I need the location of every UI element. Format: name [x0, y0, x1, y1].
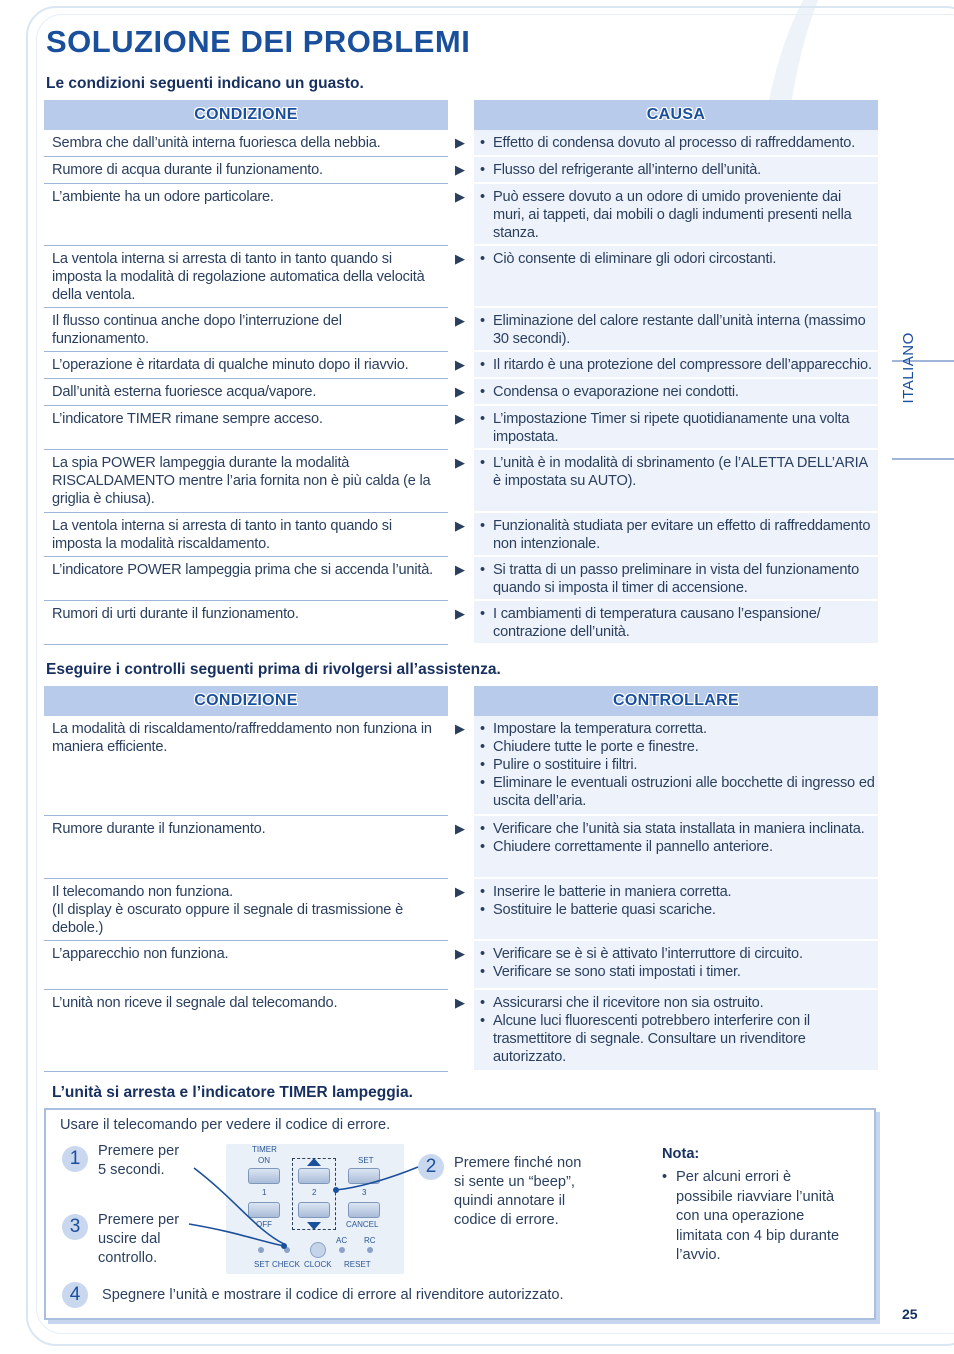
- check-item: • Impostare la temperatura corretta.: [478, 720, 876, 738]
- remote-label-timer: TIMER: [252, 1145, 277, 1154]
- cause-cell: [474, 379, 878, 406]
- header-check: CONTROLLARE: [474, 686, 878, 716]
- remote-label-1: 1: [262, 1188, 267, 1197]
- condition-cell: Rumore di acqua durante il funzionamento.: [44, 157, 448, 184]
- check-item: • Alcune luci fluorescenti potrebbero interferire con il trasmettitore di segnale. Consultare un rivenditore autorizzato.: [478, 1012, 876, 1066]
- check-item: • Verificare se è si è attivato l’interruttore di circuito.: [478, 945, 876, 963]
- check-cell: [474, 941, 878, 990]
- check-item: • Inserire le batterie in maniera corretta.: [478, 883, 876, 901]
- table-row: [44, 352, 878, 379]
- condition-cell: L’operazione è ritardata di qualche minuto dopo il riavvio.: [44, 352, 448, 379]
- cause-item: • Condensa o evaporazione nei condotti.: [478, 383, 876, 401]
- condition-cell: L’indicatore TIMER rimane sempre acceso.: [44, 406, 448, 450]
- check-cell: [474, 716, 878, 816]
- condition-cell: Rumore durante il funzionamento.: [44, 816, 448, 879]
- note-title: Nota:: [662, 1146, 700, 1162]
- check-table: [44, 686, 878, 1072]
- cause-cell: [474, 513, 878, 557]
- header-condition: CONDIZIONE: [44, 100, 448, 130]
- step-3-number: 3: [62, 1214, 88, 1240]
- table-row: [44, 990, 878, 1072]
- condition-cell: La ventola interna si arresta di tanto in tanto quando si imposta la modalità riscaldamento.: [44, 513, 448, 557]
- cause-cell: [474, 184, 878, 246]
- table-row: [44, 513, 878, 557]
- cause-cell: [474, 450, 878, 513]
- table-row: [44, 601, 878, 645]
- arrow-right-icon: ▶: [455, 518, 465, 533]
- fault-table: [44, 100, 878, 645]
- cause-item: • L’unità è in modalità di sbrinamento (e l’ALETTA DELL’ARIA è impostata su AUTO).: [478, 454, 876, 490]
- page-number: 25: [902, 1306, 918, 1322]
- cause-cell: [474, 557, 878, 601]
- table-row: [44, 406, 878, 450]
- remote-label-clock: CLOCK: [304, 1260, 332, 1269]
- remote-label-rc: RC: [364, 1236, 376, 1245]
- section3-heading: L’unità si arresta e l’indicatore TIMER lampeggia.: [52, 1084, 413, 1101]
- step-2-number: 2: [418, 1154, 444, 1180]
- pointer-dot-buttons: [333, 1187, 339, 1193]
- error-code-box: [44, 1108, 876, 1320]
- cause-item: • Effetto di condensa dovuto al processo di raffreddamento.: [478, 134, 876, 152]
- condition-cell: Sembra che dall’unità interna fuoriesca della nebbia.: [44, 130, 448, 157]
- table-row: [44, 308, 878, 352]
- arrow-right-icon: ▶: [455, 313, 465, 328]
- cause-item: • Ciò consente di eliminare gli odori circostanti.: [478, 250, 876, 268]
- check-item: • Chiudere correttamente il pannello anteriore.: [478, 838, 876, 856]
- condition-cell: La ventola interna si arresta di tanto in tanto quando si imposta la modalità di regolazione automatica della velocità della ventola.: [44, 246, 448, 308]
- condition-cell: Il flusso continua anche dopo l’interruzione del funzionamento.: [44, 308, 448, 352]
- remote-label-ac: AC: [336, 1236, 348, 1245]
- note-text: • Per alcuni errori è possibile riavviare l’unità con una operazione limitata con 4 bip durante l’avvio.: [662, 1168, 852, 1266]
- cause-item: • Può essere dovuto a un odore di umido proveniente dai muri, ai tappeti, dai mobili o dagli indumenti presenti nella stanza.: [478, 188, 876, 242]
- cause-cell: [474, 352, 878, 379]
- condition-cell: L’apparecchio non funziona.: [44, 941, 448, 990]
- arrow-right-icon: ▶: [455, 821, 465, 836]
- check-item: • Chiudere tutte le porte e finestre.: [478, 738, 876, 756]
- cause-cell: [474, 157, 878, 184]
- fault-table-header: [44, 100, 878, 130]
- condition-cell: L’ambiente ha un odore particolare.: [44, 184, 448, 246]
- condition-cell: Rumori di urti durante il funzionamento.: [44, 601, 448, 645]
- arrow-right-icon: ▶: [455, 606, 465, 621]
- page-title: SOLUZIONE DEI PROBLEMI: [46, 24, 471, 59]
- check-item: • Sostituire le batterie quasi scariche.: [478, 901, 876, 919]
- arrow-right-icon: ▶: [455, 251, 465, 266]
- language-tab: [892, 332, 954, 460]
- arrow-right-icon: ▶: [455, 455, 465, 470]
- arrow-right-icon: ▶: [455, 162, 465, 177]
- error-intro: Usare il telecomando per vedere il codice di errore.: [60, 1117, 391, 1133]
- table-row: [44, 379, 878, 406]
- arrow-right-icon: ▶: [455, 384, 465, 399]
- cause-cell: [474, 406, 878, 450]
- language-label: ITALIANO: [900, 332, 917, 404]
- step-2-text: Premere finché non si sente un “beep”, quindi annotare il codice di errore.: [454, 1155, 582, 1228]
- arrow-right-icon: ▶: [455, 721, 465, 736]
- arrow-right-icon: ▶: [455, 357, 465, 372]
- check-item: • Verificare che l’unità sia stata installata in maniera inclinata.: [478, 820, 876, 838]
- cause-item: • Il ritardo è una protezione del compressore dell’apparecchio.: [478, 356, 876, 374]
- check-item: • Pulire o sostituire i filtri.: [478, 756, 876, 774]
- check-item: • Verificare se sono stati impostati i timer.: [478, 963, 876, 981]
- table-row: [44, 941, 878, 990]
- condition-cell: Il telecomando non funziona. (Il display è oscurato oppure il segnale di trasmissione è debole.): [44, 879, 448, 941]
- arrow-right-icon: ▶: [455, 135, 465, 150]
- remote-label-reset: RESET: [344, 1260, 371, 1269]
- arrow-right-icon: ▶: [455, 411, 465, 426]
- check-item: • Eliminare le eventuali ostruzioni alle bocchette di ingresso ed uscita dell’aria.: [478, 774, 876, 810]
- pointer-line-step2: [336, 1167, 418, 1190]
- table-row: [44, 557, 878, 601]
- cause-item: • Si tratta di un passo preliminare in vista del funzionamento quando si imposta il timer di accensione.: [478, 561, 876, 597]
- header-condition: CONDIZIONE: [44, 686, 448, 716]
- cause-cell: [474, 601, 878, 645]
- step-4-number: 4: [62, 1282, 88, 1308]
- check-cell: [474, 879, 878, 941]
- table-row: [44, 816, 878, 879]
- remote-label-cancel: CANCEL: [346, 1220, 379, 1229]
- remote-label-on: ON: [258, 1156, 270, 1165]
- cause-item: • Eliminazione del calore restante dall’unità interna (massimo 30 secondi).: [478, 312, 876, 348]
- table-row: [44, 130, 878, 157]
- remote-label-3: 3: [362, 1188, 367, 1197]
- condition-cell: Dall’unità esterna fuoriesce acqua/vapore.: [44, 379, 448, 406]
- condition-cell: L’indicatore POWER lampeggia prima che si accenda l’unità.: [44, 557, 448, 601]
- condition-cell: L’unità non riceve il segnale dal telecomando.: [44, 990, 448, 1072]
- remote-label-check: CHECK: [272, 1260, 301, 1269]
- table-row: [44, 879, 878, 941]
- cause-item: • Flusso del refrigerante all’interno dell’unità.: [478, 161, 876, 179]
- step-1-number: 1: [62, 1146, 88, 1172]
- cause-cell: [474, 308, 878, 352]
- remote-label-off: OFF: [256, 1220, 272, 1229]
- arrow-right-icon: ▶: [455, 946, 465, 961]
- step-3-text: Premere per uscire dal controllo.: [98, 1212, 180, 1266]
- check-table-header: [44, 686, 878, 716]
- arrow-right-icon: ▶: [455, 995, 465, 1010]
- pointer-line-step1: [194, 1168, 284, 1244]
- condition-cell: La modalità di riscaldamento/raffreddamento non funziona in maniera efficiente.: [44, 716, 448, 816]
- table-row: [44, 184, 878, 246]
- table-row: [44, 716, 878, 816]
- section2-heading: Eseguire i controlli seguenti prima di rivolgersi all’assistenza.: [46, 661, 501, 678]
- remote-label-set-bottom: SET: [254, 1260, 270, 1269]
- cause-item: • I cambiamenti di temperatura causano l’espansione/ contrazione dell’unità.: [478, 605, 876, 641]
- table-row: [44, 450, 878, 513]
- arrow-right-icon: ▶: [455, 884, 465, 899]
- step-4-text: Spegnere l’unità e mostrare il codice di errore al rivenditore autorizzato.: [102, 1287, 564, 1303]
- cause-item: • Funzionalità studiata per evitare un effetto di raffreddamento non intenzionale.: [478, 517, 876, 553]
- remote-label-set: SET: [358, 1156, 374, 1165]
- section1-heading: Le condizioni seguenti indicano un guasto.: [46, 75, 364, 92]
- cause-cell: [474, 246, 878, 308]
- check-cell: [474, 990, 878, 1072]
- header-cause: CAUSA: [474, 100, 878, 130]
- pointer-dot-check: [281, 1243, 287, 1249]
- check-item: • Assicurarsi che il ricevitore non sia ostruito.: [478, 994, 876, 1012]
- table-row: [44, 246, 878, 308]
- step-1-text: Premere per 5 secondi.: [98, 1143, 180, 1178]
- condition-cell: La spia POWER lampeggia durante la modalità RISCALDAMENTO mentre l’aria fornita non è più calda (e la griglia è chiusa).: [44, 450, 448, 513]
- table-row: [44, 157, 878, 184]
- arrow-right-icon: ▶: [455, 562, 465, 577]
- check-cell: [474, 816, 878, 879]
- cause-item: • L’impostazione Timer si ripete quotidianamente una volta impostata.: [478, 410, 876, 446]
- cause-cell: [474, 130, 878, 157]
- remote-label-2: 2: [312, 1188, 317, 1197]
- arrow-right-icon: ▶: [455, 189, 465, 204]
